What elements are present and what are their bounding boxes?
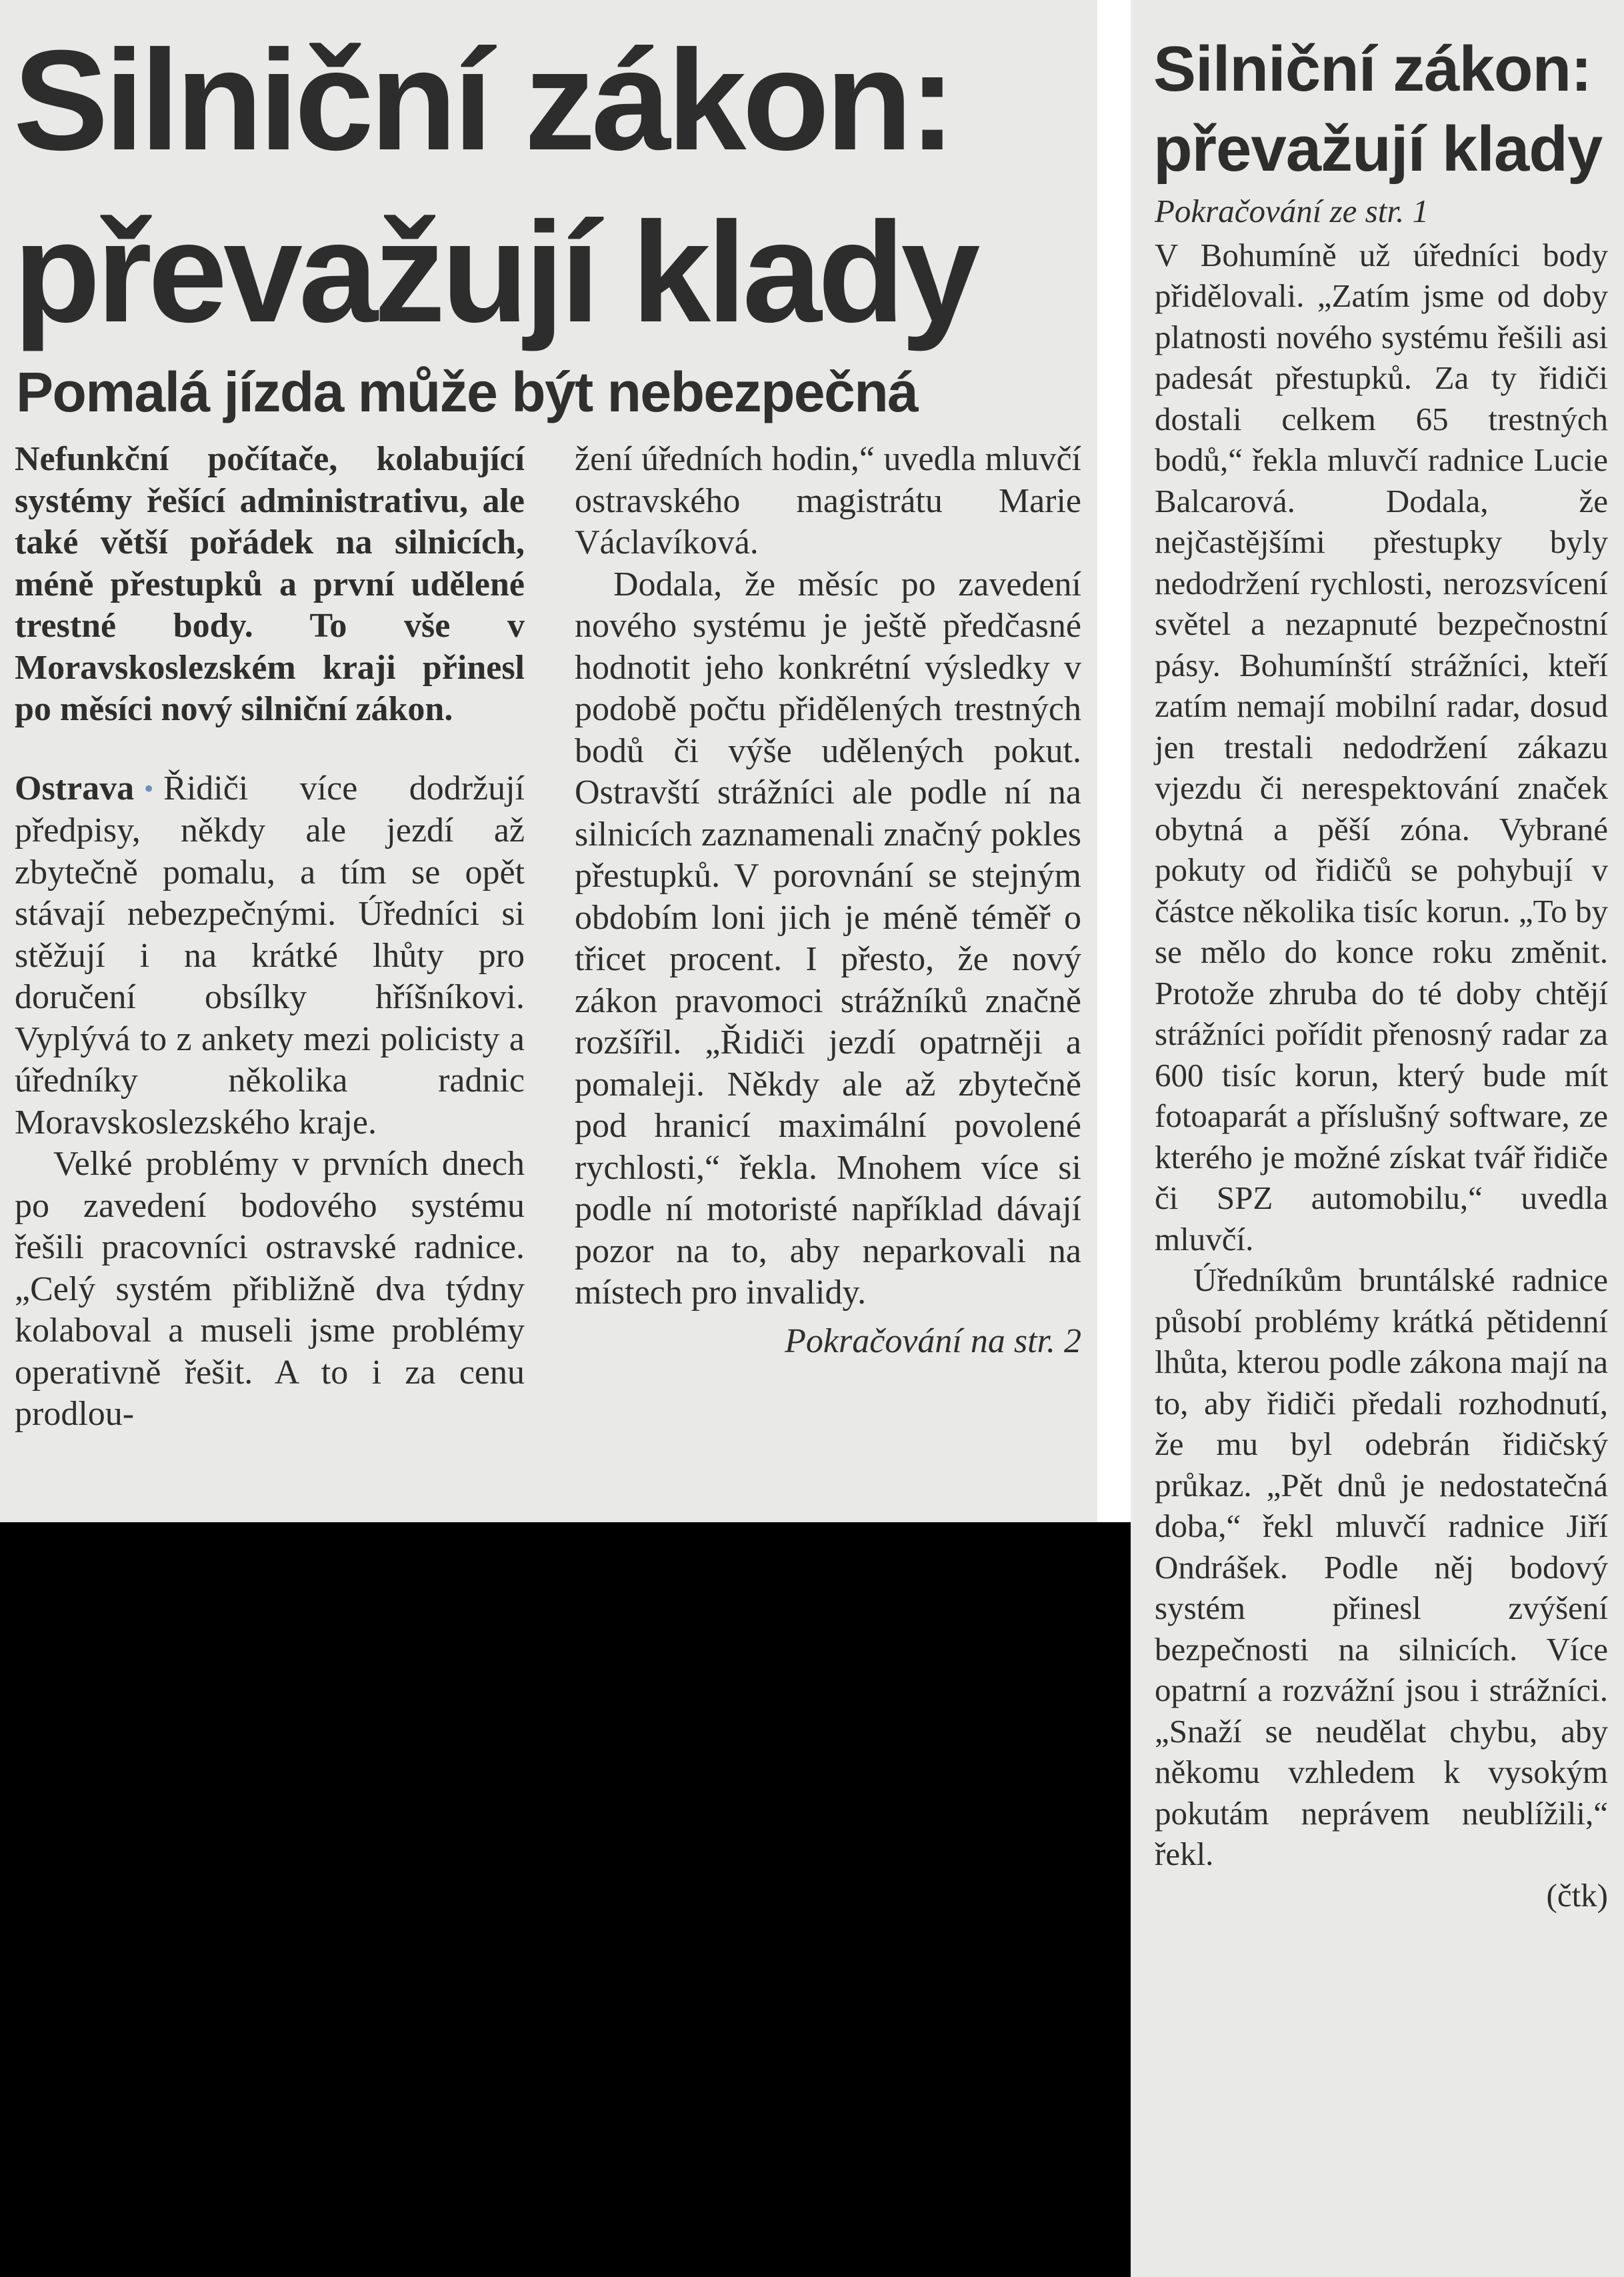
- left-article-column-1: [15, 439, 525, 1436]
- body-paragraph-1: [15, 768, 525, 1144]
- left-article-column-2: [575, 439, 1081, 1362]
- right-paragraph-2: Úředníkům bruntálské radnice působí problémy krátká pětidenní lhůta, kterou podle zákona mají na to, aby řidiči předali rozhodnutí, že mu byl odebrán řidičský průkaz. „Pět dnů je nedostatečná doba,“ řekl mluvčí radnice Jiří Ondrášek. Podle něj bodový systém přinesl zvýšení bezpečnosti na silnicích. Více opatrní a rozvážní jsou i strážníci. „Snaží se neudělat chybu, aby někomu vzhledem k vysokým pokutám neprávem neublížili,“ řekl.: [1155, 1262, 1608, 1872]
- article-lead: Nefunkční počítače, kolabující systémy řešící administrativu, ale také větší pořádek na silnicích, méně přestupků a první udělené trestné body. To vše v Moravskoslezském kraji přinesl po měsíci nový silniční zákon.: [15, 440, 525, 728]
- blank-black-area: [0, 1522, 1131, 2277]
- right-headline: Silniční zákon: převažují klady: [1153, 33, 1603, 185]
- body-paragraph-4: Dodala, že měsíc po zavedení nového systému je ještě předčasné hodnotit jeho konkrétní výsledky v podobě počtu přidělených trestných bodů či výše udělených pokut. Ostravští strážníci ale podle ní na silnicích zaznamenali značný pokles přestupků. V porovnání se stejným obdobím loni jich je méně téměř o třicet procent. I přesto, že nový zákon pravomoci strážníků značně rozšířil. „Řidiči jezdí opatrněji a pomaleji. Někdy ale až zbytečně pod hranicí maximální povolené rychlosti,“ řekla. Mnohem více si podle ní motoristé například dávají pozor na to, aby neparkovali na místech pro invalidy.: [575, 565, 1081, 1312]
- right-paragraph-1: V Bohumíně už úředníci body přidělovali. „Zatím jsme od doby platnosti nového systému řešili asi padesát přestupků. Za ty řidiči dostali celkem 65 trestných bodů,“ řekla mluvčí radnice Lucie Balcarová. Dodala, že nejčastějšími přestupky byly nedodržení rychlosti, nerozsvícení světel a nezapnuté bezpečnostní pásy. Bohumínští strážníci, kteří zatím nemají mobilní radar, dosud jen trestali nedodržení zákazu vjezdu či nerespektování značek obytná a pěší zóna. Vybrané pokuty od řidičů se pohybují v částce několika tisíc korun. „To by se mělo do konce roku změnit. Protože zhruba do té doby chtějí strážníci pořídit přenosný radar za 600 tisíc korun, který bude mít fotoaparát a příslušný software, ze kterého je možné získat tvář řidiče či SPZ automobilu,“ uvedla mluvčí.: [1155, 236, 1608, 1258]
- dateline-bullet-icon: •: [142, 775, 156, 803]
- right-article-clipping: [1131, 0, 1624, 2277]
- lead-spacer: [15, 731, 525, 768]
- body-paragraph-3: žení úředních hodin,“ uvedla mluvčí ostravského magistrátu Marie Václavíková.: [575, 440, 1081, 561]
- author-signature: (čtk): [1546, 1876, 1608, 1914]
- continued-note: Pokračování na str. 2: [785, 1322, 1081, 1360]
- left-headline: Silniční zákon: převažují klady: [13, 21, 977, 352]
- continued-from-note: Pokračování ze str. 1: [1155, 193, 1429, 229]
- body-paragraph-1-text: Řidiči více dodržují předpisy, někdy ale jezdí až zbytečně pomalu, a tím se opět stávají nebezpečnými. Úředníci si stěžují i na krátké lhůty pro doručení obsílky hříšníkovi. Vyplývá to z ankety mezi policisty a úředníky několika radnic Moravskoslezského kraje.: [15, 769, 525, 1142]
- right-article-body: [1155, 191, 1608, 1916]
- left-article-clipping: [0, 0, 1097, 1522]
- body-paragraph-2: Velké problémy v prvních dnech po zavedení bodového systému řešili pracovníci ostravské radnice. „Celý systém přibližně dva týdny kolaboval a museli jsme problémy operativně řešit. A to i za cenu prodlou-: [15, 1145, 525, 1433]
- dateline: Ostrava: [15, 769, 135, 807]
- left-subheadline: Pomalá jízda může být nebezpečná: [16, 361, 918, 423]
